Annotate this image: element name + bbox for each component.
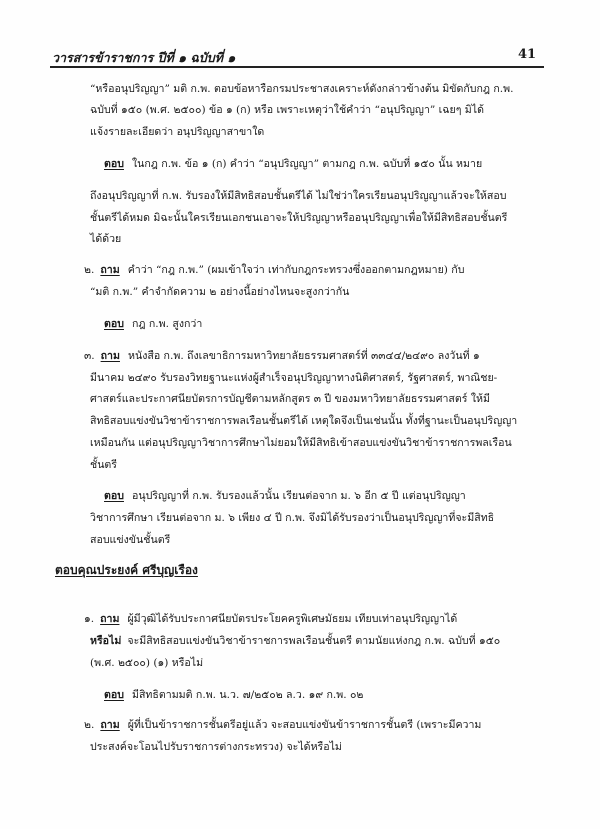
item-number: ๒. (84, 264, 95, 276)
header-rule (50, 66, 544, 68)
line-text: จะมีสิทธิสอบแข่งขันวิชาข้าราชการพลเรือนชั้นตรี ตามนัยแห่งกฎ ก.พ. ฉบับที่ ๑๕๐ (127, 635, 501, 647)
text-line (90, 103, 484, 117)
text-line (90, 211, 507, 225)
page-number: 41 (518, 47, 537, 62)
line-text: เหมือนกัน แต่อนุปริญญาวิชาการศึกษาไม่ยอมให้มีสิทธิเข้าสอบแข่งขันวิชาข้าราชการพลเรือน (90, 437, 512, 449)
question-label: ถาม (100, 350, 120, 362)
text-line (90, 392, 490, 406)
item-number: ๑. (84, 613, 95, 625)
line-text: มีนาคม ๒๔๙๐ รับรองวิทยฐานะแห่งผู้สำเร็จอนุปริญญาทางนิติศาสตร์, รัฐศาสตร์, พาณิชย- (90, 372, 498, 384)
line-text: (พ.ศ. ๒๕๐๐) (๑) หรือไม่ (90, 657, 204, 669)
text-line (90, 189, 506, 203)
text-line (90, 125, 264, 139)
answer-label: ตอบ (104, 318, 124, 330)
line-text: กฎ ก.พ. สูงกว่า (131, 318, 203, 330)
line-text: ชั้นตรีได้หมด มิฉะนั้นใครเรียนเอกชนเอาจะให้ปริญญาหรืออนุปริญญาเพื่อให้มีสิทธิสอบชั้นตรี (90, 212, 508, 224)
text-line (84, 612, 457, 626)
line-text: ชั้นตรี (90, 459, 118, 471)
text-line (90, 436, 512, 450)
item-number: ๓. (84, 350, 95, 362)
line-text: แจ้งรายละเอียดว่า อนุปริญญาสาขาใด (90, 126, 265, 138)
line-text: คำว่า “กฎ ก.พ.” (ผมเข้าใจว่า เท่ากับกฎกระทรวงซึ่งออกตามกฎหมาย) กับ (127, 264, 465, 276)
text-line (90, 458, 117, 472)
text-line (84, 349, 480, 363)
text-line (90, 285, 349, 299)
text-line (90, 656, 203, 670)
line-text: สิทธิสอบแข่งขันวิชาข้าราชการพลเรือนชั้นตรีได้ เหตุใดจึงเป็นเช่นนั้น ทั้งที่ฐานะเป็นอนุปริญญา (90, 415, 518, 427)
line-text: ผู้ที่เป็นข้าราชการชั้นตรีอยู่แล้ว จะสอบแข่งขันข้าราชการชั้นตรี (เพราะมีความ (127, 719, 482, 731)
section-heading: ตอบคุณประยงค์ ศรีบุญเรือง (55, 563, 198, 577)
text-line (104, 317, 202, 331)
text-line (104, 489, 466, 503)
line-text: ผู้มีวุฒิได้รับประกาศนียบัตรประโยคครูพิเศษมัธยม เทียบเท่าอนุปริญญาได้ (127, 613, 458, 625)
item-number: ๒. (84, 719, 95, 731)
answer-label: ตอบ (104, 158, 124, 170)
text-line (104, 688, 363, 702)
text-line (90, 511, 494, 525)
line-text: ประสงค์จะโอนไปรับราชการต่างกระทรวง) จะได้หรือไม่ (90, 741, 342, 753)
text-line (104, 157, 482, 171)
line-text: “มติ ก.พ.” คำจำกัดความ ๒ อย่างนี้อย่างไหนจะสูงกว่ากัน (90, 286, 350, 298)
line-text: หนังสือ ก.พ. ถึงเลขาธิการมหาวิทยาลัยธรรมศาสตร์ที่ ๓๓๔๔/๒๔๙๐ ลงวันที่ ๑ (127, 350, 480, 362)
text-line (90, 82, 514, 96)
question-label: ถาม (100, 613, 120, 625)
line-text: ศาสตร์และประกาศนียบัตรการบัญชีตามหลักสูตร ๓ ปี ของมหาวิทยาลัยธรรมศาสตร์ ให้มี (90, 393, 490, 405)
text-line (90, 533, 170, 547)
line-text: “หรืออนุปริญญา” มติ ก.พ. ตอบข้อหารือกรมประชาสงเคราะห์ดังกล่าวข้างต้น มิขัดกับกฎ ก.พ. (90, 83, 514, 95)
text-line (90, 634, 500, 648)
line-text: ในกฎ ก.พ. ข้อ ๑ (ก) คำว่า “อนุปริญญา” ตามกฎ ก.พ. ฉบับที่ ๑๕๐ นั้น หมาย (131, 158, 483, 170)
question-label: ถาม (100, 719, 120, 731)
text-line (90, 740, 342, 754)
text-line (90, 232, 121, 246)
line-text: ถึงอนุปริญญาที่ ก.พ. รับรองให้มีสิทธิสอบชั้นตรีได้ ไม่ใช่ว่าใครเรียนอนุปริญญาแล้วจะให้สอบ (90, 190, 507, 202)
answer-label: ตอบ (104, 689, 124, 701)
line-text: อนุปริญญาที่ ก.พ. รับรองแล้วนั้น เรียนต่อจาก ม. ๖ อีก ๕ ปี แต่อนุปริญญา (131, 490, 466, 502)
line-text: วิชาการศึกษา เรียนต่อจาก ม. ๖ เพียง ๔ ปี ก.พ. จึงมิได้รับรองว่าเป็นอนุปริญญาที่จะมีสิทธิ (90, 512, 495, 524)
line-text: สอบแข่งขันชั้นตรี (90, 534, 171, 546)
text-line (90, 371, 497, 385)
bold-lead: หรือไม่ (90, 635, 122, 647)
text-line (84, 263, 464, 277)
text-line (90, 414, 517, 428)
journal-header-title: วารสารข้าราชการ ปีที่ ๑ ฉบับที่ ๑ (52, 50, 236, 65)
answer-label: ตอบ (104, 490, 124, 502)
line-text: ได้ด้วย (90, 233, 122, 245)
question-label: ถาม (100, 264, 120, 276)
line-text: ฉบับที่ ๑๕๐ (พ.ศ. ๒๕๐๐) ข้อ ๑ (ก) หรือ เพราะเหตุว่าใช้คำว่า “อนุปริญญา” เฉยๆ มิได้ (90, 104, 484, 116)
line-text: มีสิทธิตามมติ ก.พ. น.ว. ๗/๒๕๐๒ ล.ว. ๑๙ ก.พ. ๐๒ (131, 689, 364, 701)
text-line (84, 718, 481, 732)
